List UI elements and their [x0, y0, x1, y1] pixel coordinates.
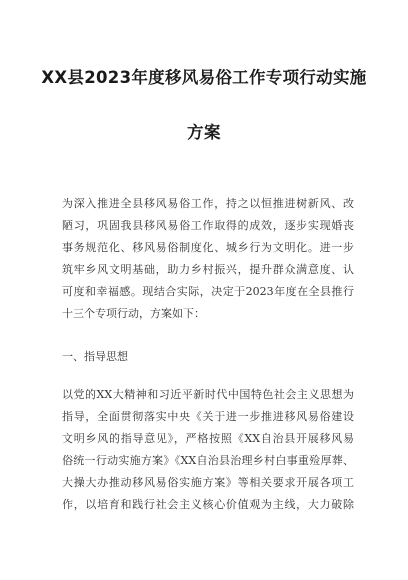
- section-line: 文明乡风的指导意见》，严格按照《XX自治县开展移风易: [62, 432, 354, 445]
- section-line: 大操大办推动移风易俗实施方案》等相关要求开展各项工: [62, 476, 354, 489]
- intro-line: 十三个专项行动，方案如下：: [62, 307, 205, 320]
- section-line: 以党的XX大精神和习近平新时代中国特色社会主义思想为: [62, 388, 354, 401]
- document-title-line-1: XX县2023年度移风易俗工作专项行动实施: [41, 68, 367, 87]
- intro-line: 事务规范化、移风易俗制度化、城乡行为文明化。进一步: [62, 241, 354, 254]
- document-title-line-2: 方案: [187, 123, 221, 142]
- intro-line: 为深入推进全县移风易俗工作，持之以恒推进树新风、改: [62, 197, 354, 210]
- section-line: 作，以培育和践行社会主义核心价值观为主线，大力破除: [62, 498, 354, 511]
- intro-line: 可度和幸福感。现结合实际，决定于2023年度在全县推行: [62, 285, 354, 298]
- intro-line: 筑牢乡风文明基础，助力乡村振兴，提升群众满意度、认: [62, 263, 354, 276]
- section-line: 指导，全面贯彻落实中央《关于进一步推进移风易俗建设: [62, 410, 354, 423]
- section-heading: 一、指导思想: [62, 350, 128, 363]
- intro-line: 陋习，巩固我县移风易俗工作取得的成效，逐步实现婚丧: [62, 219, 354, 232]
- section-line: 俗统一行动实施方案》《XX自治县治理乡村白事重殓厚葬、: [62, 454, 354, 467]
